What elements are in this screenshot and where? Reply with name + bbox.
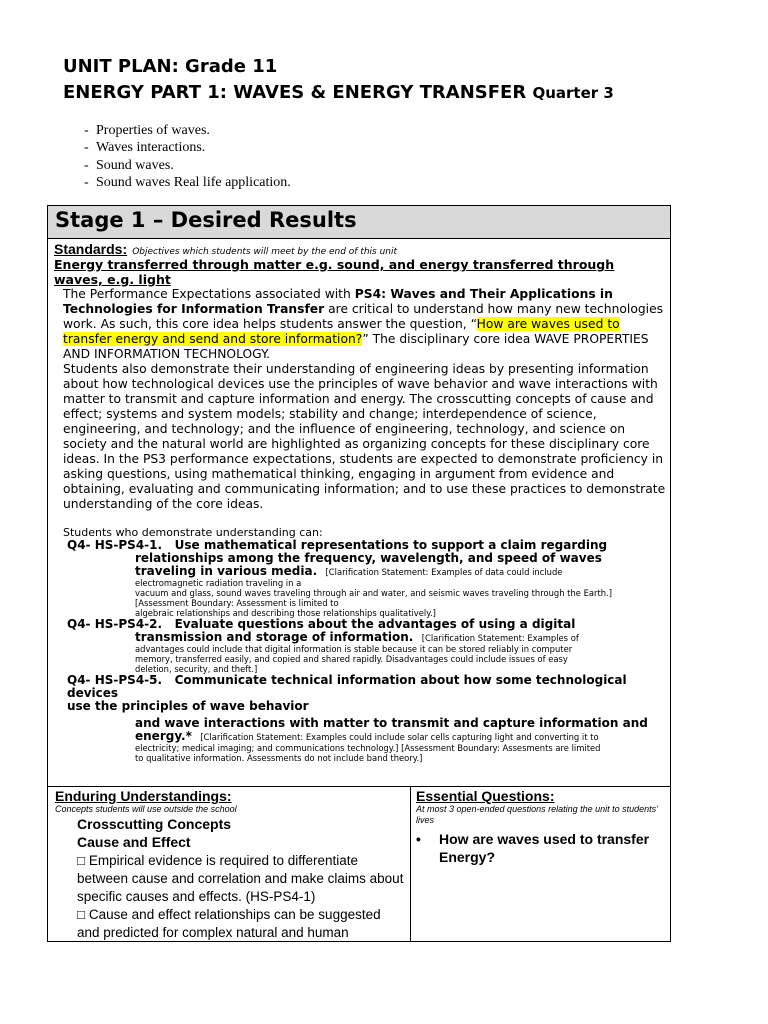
unit-plan-title [63,56,277,77]
students-understanding-label: Students who demonstrate understanding can: [63,526,323,539]
standards-label: Standards: [54,241,128,257]
engineering-paragraph: Students also demonstrate their understanding of engineering ideas by presenting information about how technological devices use the principles of wave behavior and wave interactions with matter to transmit and capture information and energy. The crosscutting concepts of cause and effect; systems and system models; stability and change; interdependence of science, engineering, and technology; and the influence of engineering, technology, and science on society and the natural world are highlighted as organizing concepts for these disciplinary core ideas. In the PS3 performance expectations, students are expected to demonstrate proficiency in asking questions, using mathematical thinking, engaging in argument from evidence and obtaining, evaluating and communicating information; and to use these practices to demonstrate understanding of the core ideas. [63,362,666,511]
essential-heading: Essential Questions: [416,788,555,804]
assessment-boundary: algebraic relationships and describing those relationships qualitatively.] [135,608,436,618]
pe-hs-ps4-2 [54,618,666,674]
para1-text-3: ” The disciplinary core idea WAVE PROPERTIES AND INFORMATION TECHNOLOGY. [63,332,649,361]
pe-text: transmission and storage of information. [135,630,414,644]
performance-expectations-paragraph [54,287,666,362]
pe-text: Evaluate questions about the advantages of using a digital [174,617,576,631]
title-line-1: UNIT PLAN: Grade 11 [63,56,278,77]
enduring-item: □ Cause and effect relationships can be suggested and predicted for complex natural and human [77,907,381,940]
topic-item: - Sound waves Real life application. [84,174,291,191]
clarification: memory, transferred easily, and copied and shared rapidly. Disadvantages could include issues of easy [135,654,568,664]
pe-text: and wave interactions with matter to transmit and capture information and [135,716,648,730]
title-line-2: ENERGY PART 1: WAVES & ENERGY TRANSFER [63,82,527,103]
clarification: electromagnetic radiation traveling in a [135,578,302,588]
question-text: How are waves used to transfer Energy? [439,831,650,865]
essential-questions-cell [416,788,666,866]
quarter-label: Quarter 3 [532,84,614,102]
essential-question [416,830,666,866]
highlighted-question: How are waves used to transfer energy and send and store information? [63,317,620,346]
clarification: electricity; medical imaging; and communications technology.] [Assessment Boundary: Assesments are limited [135,743,601,753]
pe-hs-ps4-1 [54,539,666,618]
assessment-boundary: to qualitative information. Assessments do not include band theory.] [135,753,423,763]
clarification: [Clarification Statement: Examples of data could include [325,567,563,577]
pe-text: relationships among the frequency, wavelength, and speed of waves [135,551,602,565]
clarification: [Clarification Statement: Examples could include solar cells capturing light and converting it to [200,732,599,742]
enduring-note: Concepts students will use outside the school [55,804,237,814]
stage1-header [48,206,670,239]
clarification: [Clarification Statement: Examples of [421,633,579,643]
para1-text: The Performance Expectations associated with [63,287,355,301]
stage1-heading: Stage 1 – Desired Results [55,208,357,232]
column-divider [410,786,411,942]
bullet-icon: • [416,831,421,847]
pe-code: Q4- HS-PS4-2. [67,617,163,631]
pe-hs-ps4-5 [54,674,666,763]
stage1-table [47,205,671,942]
standards-note: Objectives which students will meet by the end of this unit [132,247,398,257]
assessment-boundary: [Assessment Boundary: Assessment is limited to [135,598,339,608]
essential-note: At most 3 open-ended questions relating the unit to students’ lives [416,804,658,825]
standards-statement: Energy transferred through matter e.g. sound, and energy transferred through waves, e.g. light [54,257,615,287]
enduring-item: □ Empirical evidence is required to differentiate between cause and correlation and make claims about specific causes and effects. (HS-PS4-1) [77,853,404,904]
pe-text: use the principles of wave behavior [67,699,309,713]
pe-code: Q4- HS-PS4-1. [67,538,163,552]
pe-text: energy.* [135,729,192,743]
para1-bold: PS4: Waves and Their Applications in Technologies for Information Transfer [63,287,613,316]
pe-text: Communicate technical information about how some technological devices [67,673,627,700]
standards-section [54,239,666,763]
topic-item: - Waves interactions. [84,139,291,156]
enduring-heading: Enduring Understandings: [55,788,232,804]
enduring-understandings-cell [55,788,405,942]
clarification: deletion, security, and theft.] [135,664,258,674]
pe-text: Use mathematical representations to support a claim regarding [174,538,608,552]
para1-text-2: are critical to understand how many new technologies work. As such, this core idea helps students answer the question, “ [63,302,664,331]
cause-effect-heading: Cause and Effect [77,834,191,850]
table-divider [48,786,670,787]
topic-item: - Sound waves. [84,157,291,174]
clarification: vacuum and glass, sound waves traveling through air and water, and seismic waves traveling through the Earth.] [135,588,612,598]
unit-title [63,82,614,103]
pe-code: Q4- HS-PS4-5. [67,673,163,687]
crosscutting-concepts-heading: Crosscutting Concepts [77,816,232,832]
topic-item: - Properties of waves. [84,122,291,139]
topic-list [84,122,291,191]
clarification: advantages could include that digital information is stable because it can be stored reliably in computer [135,644,573,654]
pe-text: traveling in various media. [135,564,318,578]
